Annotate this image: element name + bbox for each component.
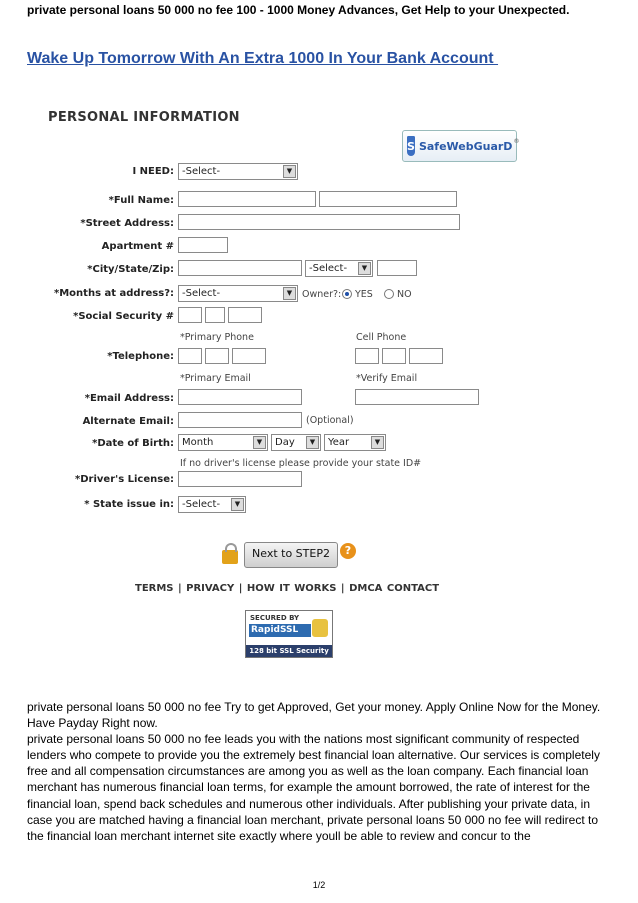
first-name-input[interactable] <box>178 191 316 207</box>
safewebguard-badge <box>402 130 520 162</box>
city-input[interactable] <box>178 260 302 276</box>
cell-phone-prefix-input[interactable] <box>382 348 406 364</box>
alt-email-input[interactable] <box>178 412 302 428</box>
ssn-label: *Social Security # <box>73 311 174 322</box>
ssn-part2-input[interactable] <box>205 307 225 323</box>
shield-icon: S <box>407 136 415 156</box>
owner-yes-label: YES <box>355 289 373 300</box>
last-name-input[interactable] <box>319 191 457 207</box>
chevron-down-icon: ▼ <box>306 436 319 449</box>
owner-no-radio[interactable] <box>384 289 394 299</box>
state-issue-select[interactable] <box>178 496 246 513</box>
page-number: 1/2 <box>312 880 326 890</box>
owner-no-label: NO <box>397 289 412 300</box>
registered-icon: ® <box>513 137 520 145</box>
chevron-down-icon: ▼ <box>253 436 266 449</box>
next-step-button[interactable]: Next to STEP2 <box>244 542 338 568</box>
padlock-icon <box>312 619 328 637</box>
state-select[interactable] <box>305 260 373 277</box>
chevron-down-icon: ▼ <box>283 287 296 300</box>
body-paragraph-2: private personal loans 50 000 no fee leads you with the nations most significant community of respected lenders who compete to provide you the extremely best financial loan alternative. Our services is completely free and all compensation circumstances are among you as well as the loan company. Each financial loan merchant has numerous financial loan terms, for example the amount borrowed, the rate of interest for the financial loan, spend back schedules and numerous other individuals. After publishing your private data, in case you are matched having a financial loan merchant, private personal loans 50 000 no fee will redirect to the financial loan merchant internet site exactly where youll be able to review and concur to the <box>27 732 600 843</box>
email-input[interactable] <box>178 389 302 405</box>
ssn-part1-input[interactable] <box>178 307 202 323</box>
state-issue-label: * State issue in: <box>84 499 174 510</box>
primary-phone-area-input[interactable] <box>178 348 202 364</box>
help-icon[interactable]: ? <box>340 543 356 559</box>
need-label: I NEED: <box>132 166 174 177</box>
loan-application-form <box>40 100 520 665</box>
months-select-value: -Select- <box>182 288 221 299</box>
rapidssl-badge <box>245 610 333 658</box>
owner-yes-radio[interactable] <box>342 289 352 299</box>
cell-phone-area-input[interactable] <box>355 348 379 364</box>
safewebguard-label: SafeWebGuarD <box>418 139 513 153</box>
ssl-secured-by: SECURED BY <box>250 614 300 622</box>
chevron-down-icon: ▼ <box>231 498 244 511</box>
license-label: *Driver's License: <box>75 474 174 485</box>
state-select-value: -Select- <box>309 263 348 274</box>
email-label: *Email Address: <box>84 393 174 404</box>
primary-phone-prefix-input[interactable] <box>205 348 229 364</box>
document-header: private personal loans 50 000 no fee 100 - 1000 Money Advances, Get Help to your Unexpected. <box>27 3 570 17</box>
verify-email-label: *Verify Email <box>356 373 418 384</box>
primary-phone-label: *Primary Phone <box>180 332 254 343</box>
body-paragraph-1: private personal loans 50 000 no fee Try to get Approved, Get your money. Apply Online Now for the Money. Have Payday Right now. <box>27 700 601 731</box>
owner-label: Owner?: <box>302 289 342 300</box>
dob-year-select[interactable] <box>324 434 386 451</box>
dob-year-value: Year <box>328 437 350 448</box>
need-select[interactable] <box>178 163 298 180</box>
state-issue-value: -Select- <box>182 499 221 510</box>
ssl-brand: RapidSSL <box>249 624 311 637</box>
ssn-part3-input[interactable] <box>228 307 262 323</box>
cell-phone-label: Cell Phone <box>356 332 407 343</box>
telephone-label: *Telephone: <box>107 351 174 362</box>
street-label: *Street Address: <box>80 218 174 229</box>
months-select[interactable] <box>178 285 298 302</box>
zip-input[interactable] <box>377 260 417 276</box>
apartment-label: Apartment # <box>101 241 174 252</box>
form-heading: PERSONAL INFORMATION <box>48 110 240 125</box>
full-name-label: *Full Name: <box>108 195 174 206</box>
document-title-link[interactable]: Wake Up Tomorrow With An Extra 1000 In Your Bank Account <box>27 50 499 67</box>
street-input[interactable] <box>178 214 460 230</box>
city-label: *City/State/Zip: <box>87 264 174 275</box>
lock-icon <box>222 550 238 564</box>
need-select-value: -Select- <box>182 166 221 177</box>
months-label: *Months at address?: <box>54 288 174 299</box>
body-text <box>27 699 612 844</box>
license-note: If no driver's license please provide your state ID# <box>180 458 422 469</box>
dob-day-select[interactable] <box>271 434 321 451</box>
primary-phone-line-input[interactable] <box>232 348 266 364</box>
dob-month-value: Month <box>182 437 214 448</box>
chevron-down-icon: ▼ <box>371 436 384 449</box>
chevron-down-icon: ▼ <box>283 165 296 178</box>
alt-email-label: Alternate Email: <box>82 416 174 427</box>
footer-links[interactable]: TERMS | PRIVACY | HOW IT WORKS | DMCA CONTACT <box>135 583 440 594</box>
license-input[interactable] <box>178 471 302 487</box>
verify-email-input[interactable] <box>355 389 479 405</box>
cell-phone-line-input[interactable] <box>409 348 443 364</box>
dob-month-select[interactable] <box>178 434 268 451</box>
chevron-down-icon: ▼ <box>358 262 371 275</box>
apartment-input[interactable] <box>178 237 228 253</box>
dob-day-value: Day <box>275 437 295 448</box>
ssl-strength: 128 bit SSL Security <box>246 645 332 657</box>
optional-note: (Optional) <box>306 415 354 426</box>
primary-email-label: *Primary Email <box>180 373 251 384</box>
dob-label: *Date of Birth: <box>92 438 174 449</box>
